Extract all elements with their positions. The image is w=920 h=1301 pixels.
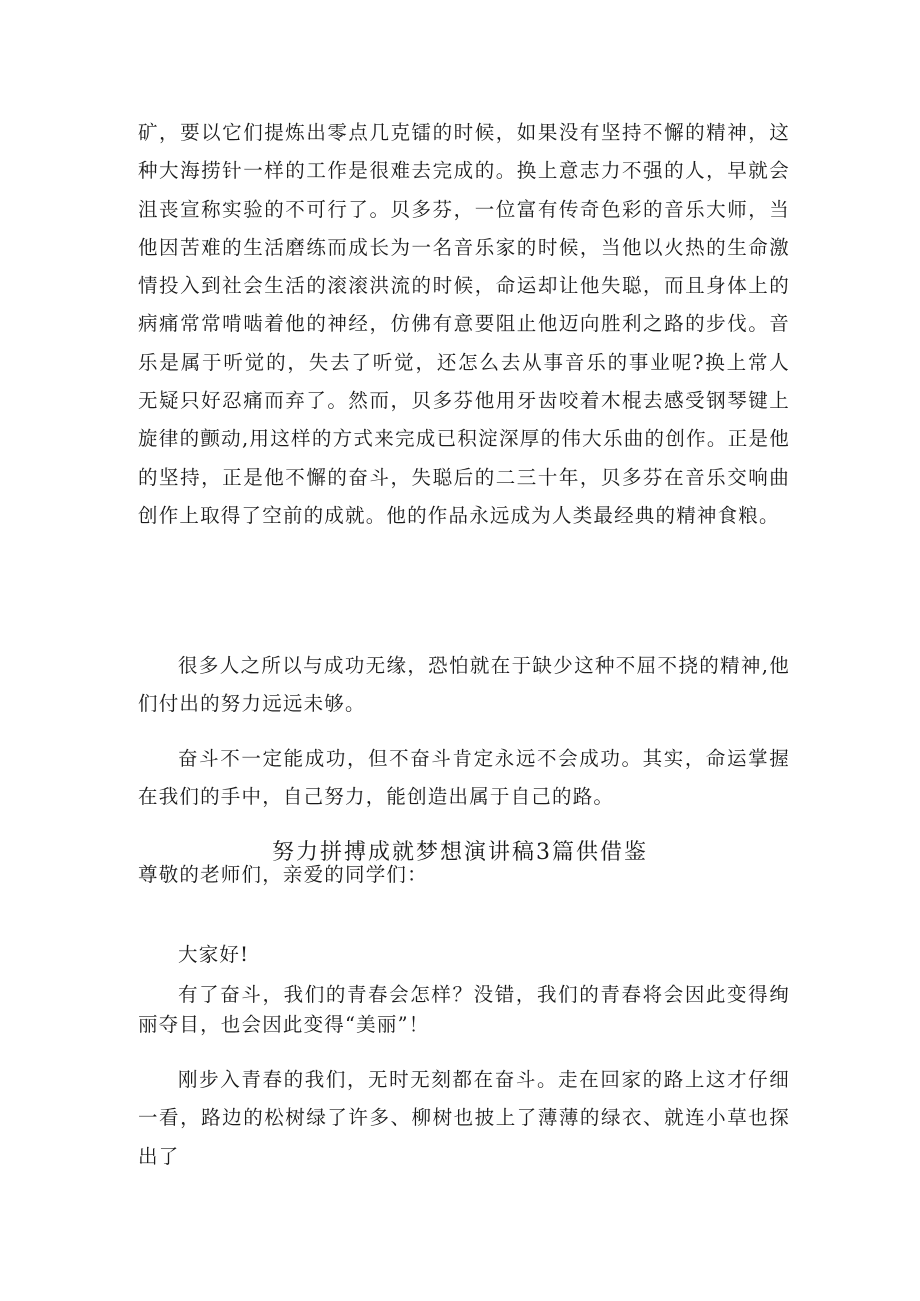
paragraph-destiny: 奋斗不一定能成功，但不奋斗肯定永远不会成功。其实，命运掌握在我们的手中，自己努力，能创造出属于自己的路。 xyxy=(138,747,790,809)
greeting: 大家好! xyxy=(178,943,250,966)
paragraph-walking-home: 刚步入青春的我们，无时无刻都在奋斗。走在回家的路上这才仔细一看，路边的松树绿了许多、柳树也披上了薄薄的绿衣、就连小草也探出了 xyxy=(138,1068,790,1168)
paragraph-no-success: 很多人之所以与成功无缘，恐怕就在于缺少这种不屈不挠的精神,他们付出的努力远远未够。 xyxy=(138,654,790,716)
paragraph-beethoven: 矿，要以它们提炼出零点几克镭的时候，如果没有坚持不懈的精神，这种大海捞针一样的工作是很难去完成的。换上意志力不强的人，早就会沮丧宣称实验的不可行了。贝多芬，一位富有传奇色彩的音乐大师，当他因苦难的生活磨练而成长为一名音乐家的时候，当他以火热的生命激情投入到社会生活的滚滚洪流的时候，命运却让他失聪，而且身体上的病痛常常啃啮着他的神经，仿佛有意要阻止他迈向胜利之路的步伐。音乐是属于听觉的，失去了听觉，还怎么去从事音乐的事业呢?换上常人无疑只好忍痛而弃了。然而，贝多芬他用牙齿咬着木棍去感受钢琴键上旋律的颤动,用这样的方式来完成已积淀深厚的伟大乐曲的创作。正是他的坚持，正是他不懈的奋斗，失聪后的二三十年，贝多芬在音乐交响曲创作上取得了空前的成就。他的作品永远成为人类最经典的精神食粮。 xyxy=(138,121,790,527)
essay-title: 努力拼搏成就梦想演讲稿3篇供借鉴 xyxy=(272,840,648,865)
paragraph-youth-struggle: 有了奋斗，我们的青春会怎样？没错，我们的青春将会因此变得绚丽夺目，也会因此变得“美丽”！ xyxy=(138,983,790,1036)
salutation: 尊敬的老师们，亲爱的同学们： xyxy=(138,863,428,886)
